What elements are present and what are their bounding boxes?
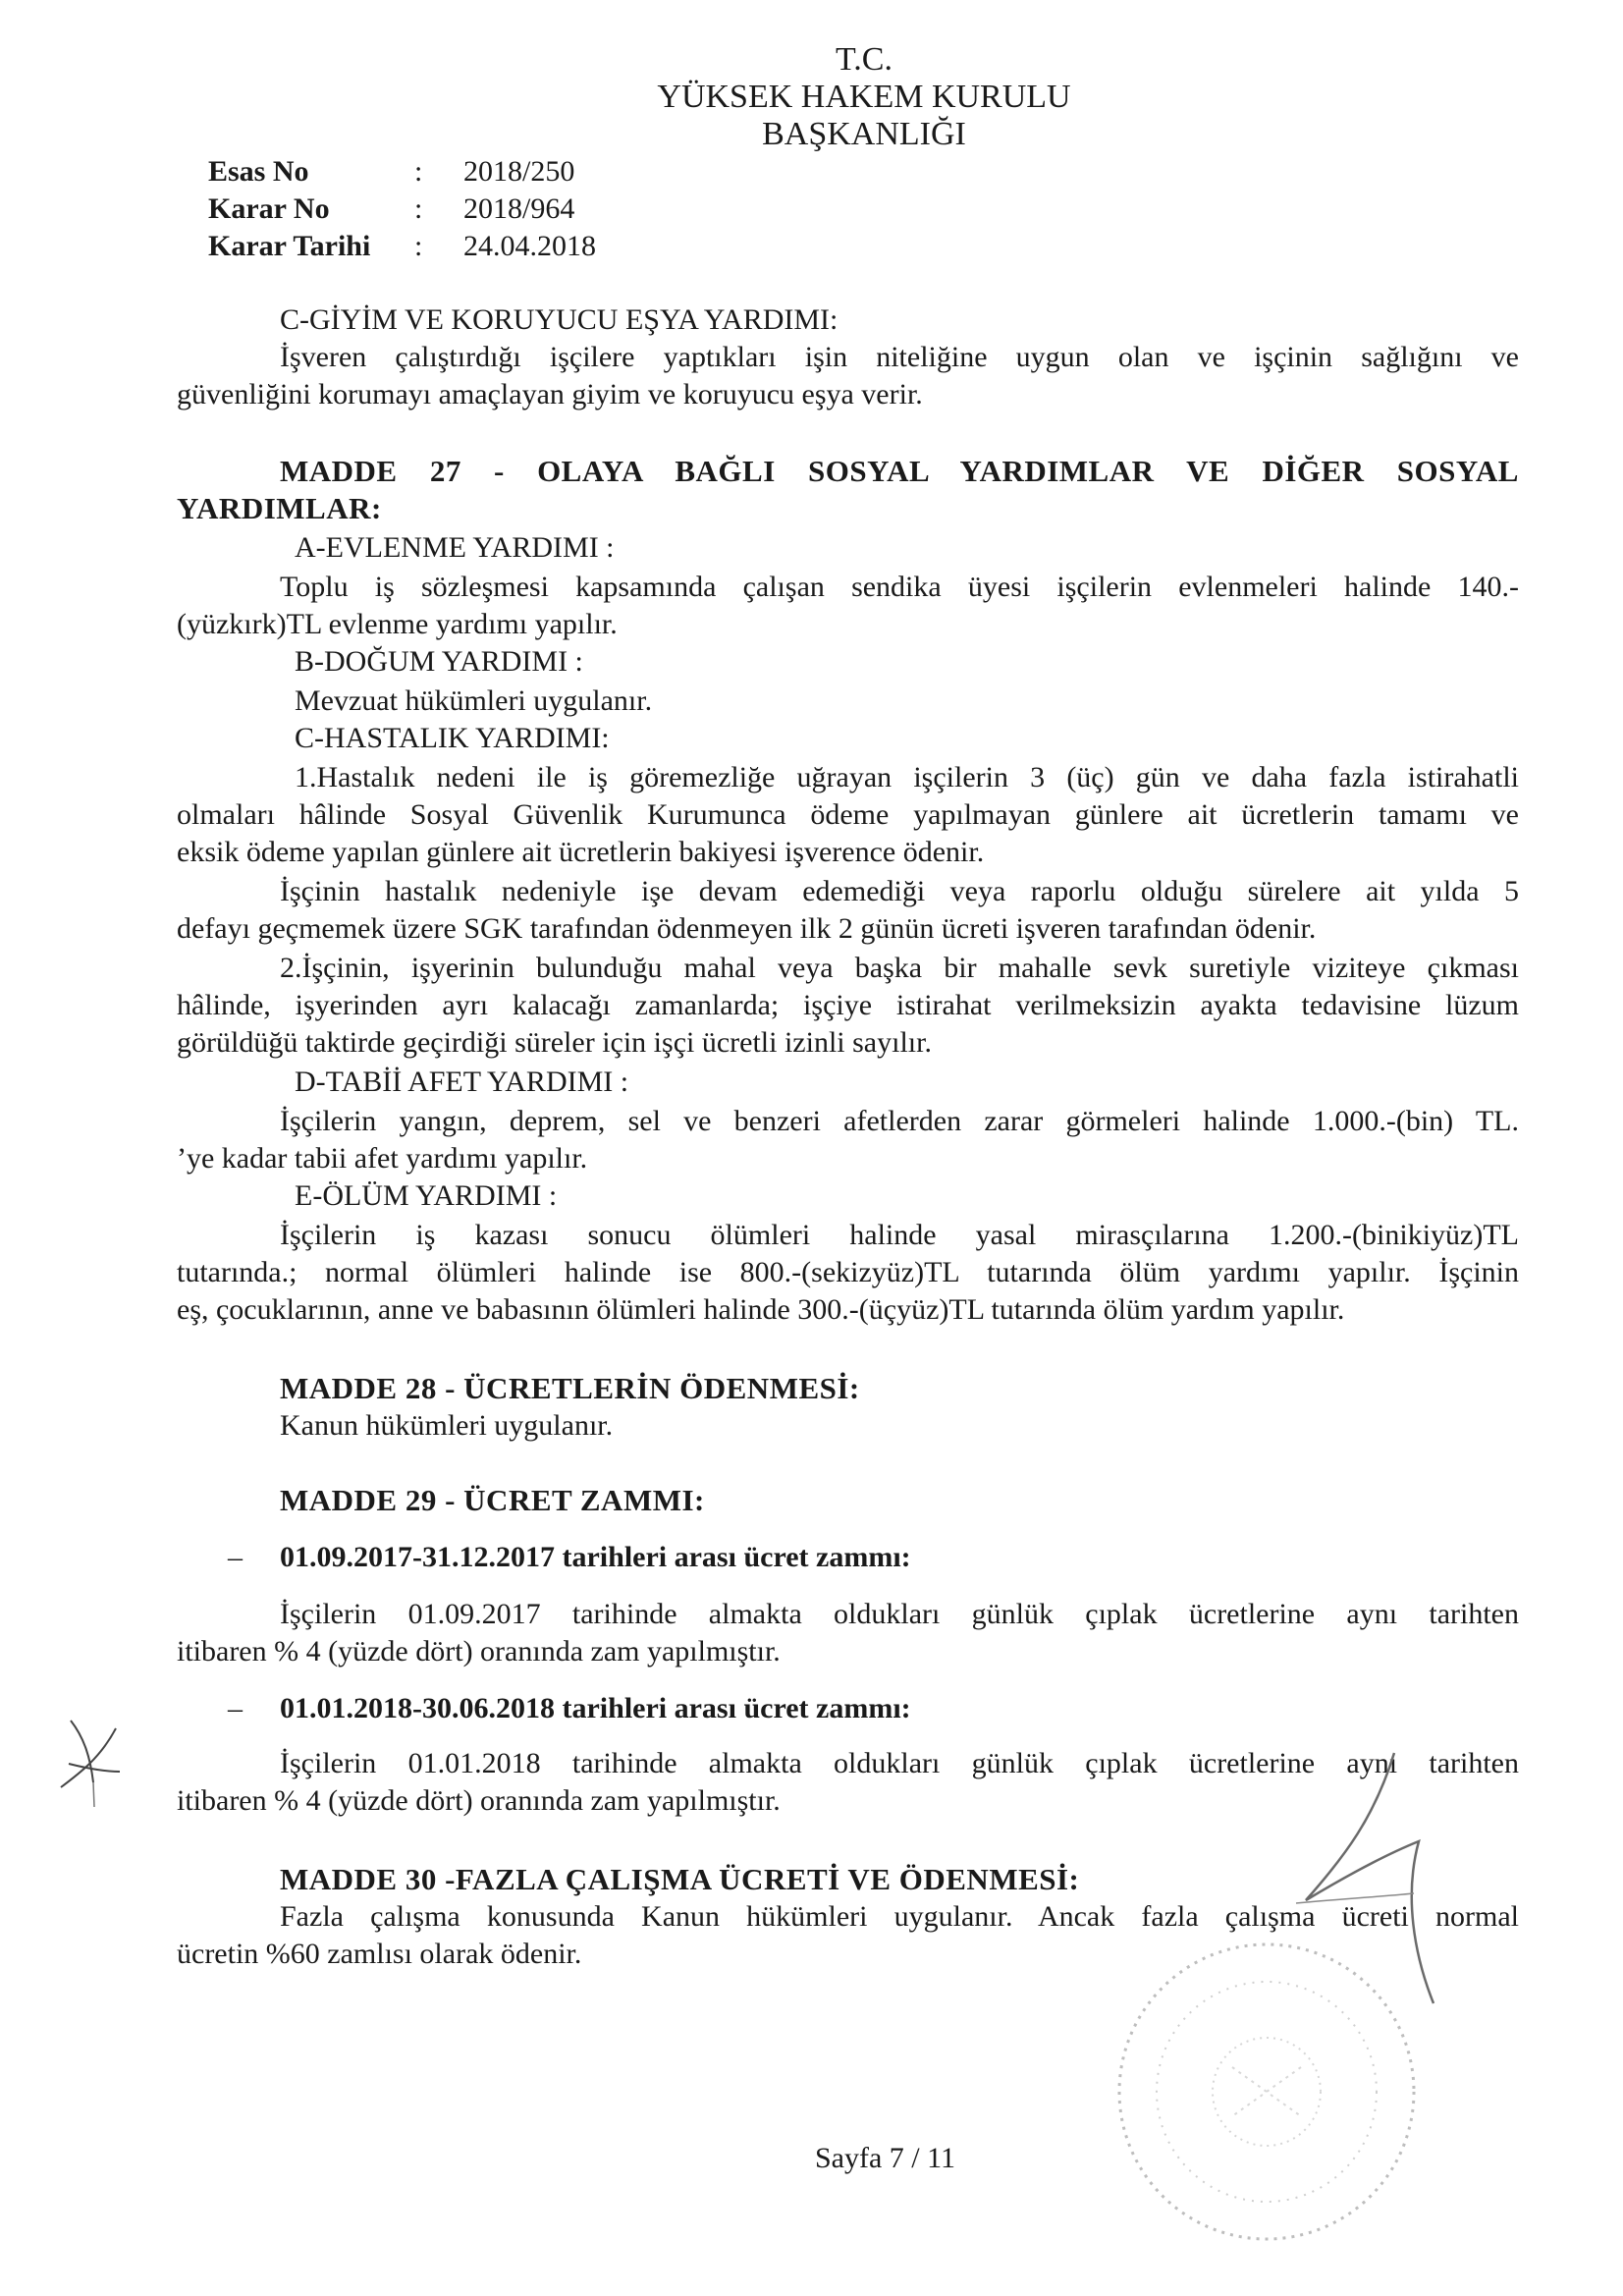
hastalik-p3-line-1: 2.İşçinin, işyerinin bulunduğu mahal veya başka bir mahalle sevk suretiyle viziteye çıkması [280,952,1519,984]
giyim-line-1: İşveren çalıştırdığı işçilere yaptıkları işin niteliğine uygun olan ve işçinin sağlığını ve [280,341,1519,373]
hastalik-p1-line-1: 1.Hastalık nedeni ile iş göremezliğe uğrayan işçilerin 3 (üç) gün ve daha fazla istirahatli [295,761,1519,793]
hastalik-p1-line-3: eksik ödeme yapılan günlere ait ücretlerin bakiyesi işverence ödenir. [177,836,985,868]
header-presidency: BAŞKANLIĞI [762,116,966,152]
madde27-heading-line-2: YARDIMLAR: [177,491,382,525]
hastalik-p1-line-2: olmaları hâlinde Sosyal Güvenlik Kurumunca ödeme yapılmayan günlere ait ücretlerin tamamı ve [177,798,1519,831]
evlenme-line-1: Toplu iş sözleşmesi kapsamında çalışan sendika üyesi işçilerin evlenmeleri halinde 140.- [280,571,1519,603]
header-tc: T.C. [836,41,893,78]
header-institution: YÜKSEK HAKEM KURULU [657,79,1071,115]
olum-title: E-ÖLÜM YARDIMI : [295,1179,558,1212]
madde30-heading: MADDE 30 -FAZLA ÇALIŞMA ÜCRETİ VE ÖDENMESİ: [280,1862,1080,1896]
giyim-line-2: güvenliğini korumayı amaçlayan giyim ve koruyucu eşya verir. [177,378,923,410]
esas-value: 2018/250 [463,155,575,188]
hastalik-p2-line-2: defayı geçmemek üzere SGK tarafından ödenmeyen ilk 2 günün ücreti işveren tarafından ödenir. [177,912,1317,945]
olum-line-2: tutarında.; normal ölümleri halinde ise 800.-(sekizyüz)TL tutarında ölüm yardımı yapılır. İşçinin [177,1256,1519,1288]
olum-line-1: İşçilerin iş kazası sonucu ölümleri halinde yasal mirasçılarına 1.200.-(binikiyüz)TL [280,1219,1519,1251]
madde28-heading: MADDE 28 - ÜCRETLERİN ÖDENMESİ: [280,1371,860,1405]
evlenme-line-2: (yüzkırk)TL evlenme yardımı yapılır. [177,608,618,640]
madde28-line-1: Kanun hükümleri uygulanır. [280,1409,614,1442]
karar-label: Karar No [208,192,330,225]
tarih-value: 24.04.2018 [463,230,596,262]
dogum-line-1: Mevzuat hükümleri uygulanır. [295,684,653,717]
karar-value: 2018/964 [463,192,575,225]
zam1-line-2: itibaren % 4 (yüzde dört) oranında zam yapılmıştır. [177,1635,781,1667]
zam1-line-1: İşçilerin 01.09.2017 tarihinde almakta oldukları günlük çıplak ücretlerine aynı tarihten [280,1598,1519,1630]
afet-title: D-TABİİ AFET YARDIMI : [295,1066,629,1098]
zam2-title: 01.01.2018-30.06.2018 tarihleri arası ücret zammı: [280,1692,911,1724]
afet-line-2: ’ye kadar tabii afet yardımı yapılır. [177,1142,588,1175]
esas-label: Esas No [208,155,309,188]
esas-separator: : [414,155,423,188]
zam1-dash: – [228,1541,243,1573]
zam1-title: 01.09.2017-31.12.2017 tarihleri arası ücret zammı: [280,1541,911,1573]
madde30-line-1: Fazla çalışma konusunda Kanun hükümleri uygulanır. Ancak fazla çalışma ücreti normal [280,1900,1519,1933]
zam2-line-1: İşçilerin 01.01.2018 tarihinde almakta oldukları günlük çıplak ücretlerine aynı tarihten [280,1747,1519,1779]
hastalik-p2-line-1: İşçinin hastalık nedeniyle işe devam edemediği veya raporlu olduğu sürelere ait yılda 5 [280,875,1519,907]
hastalik-p3-line-3: görüldüğü taktirde geçirdiği süreler için işçi ücretli izinli sayılır. [177,1026,932,1059]
zam2-line-2: itibaren % 4 (yüzde dört) oranında zam yapılmıştır. [177,1784,781,1817]
afet-line-1: İşçilerin yangın, deprem, sel ve benzeri afetlerden zarar görmeleri halinde 1.000.-(bin) TL. [280,1105,1519,1137]
madde30-line-2: ücretin %60 zamlısı olarak ödenir. [177,1938,582,1970]
tarih-label: Karar Tarihi [208,230,371,262]
page-number: Sayfa 7 / 11 [815,2142,956,2174]
olum-line-3: eş, çocuklarının, anne ve babasının ölümleri halinde 300.-(üçyüz)TL tutarında ölüm yardım yapılır. [177,1293,1345,1326]
madde27-heading-line-1: MADDE 27 - OLAYA BAĞLI SOSYAL YARDIMLAR VE DİĞER SOSYAL [280,454,1519,488]
tarih-separator: : [414,230,423,262]
madde29-heading: MADDE 29 - ÜCRET ZAMMI: [280,1483,705,1517]
evlenme-title: A-EVLENME YARDIMI : [295,531,615,564]
karar-separator: : [414,192,423,225]
giyim-title: C-GİYİM VE KORUYUCU EŞYA YARDIMI: [280,303,839,336]
zam2-dash: – [228,1692,243,1724]
hastalik-p3-line-2: hâlinde, işyerinden ayrı kalacağı zamanlarda; işçiye istirahat verilmeksizin ayakta tedavisine lüzum [177,989,1519,1021]
dogum-title: B-DOĞUM YARDIMI : [295,645,583,678]
hastalik-title: C-HASTALIK YARDIMI: [295,722,610,754]
